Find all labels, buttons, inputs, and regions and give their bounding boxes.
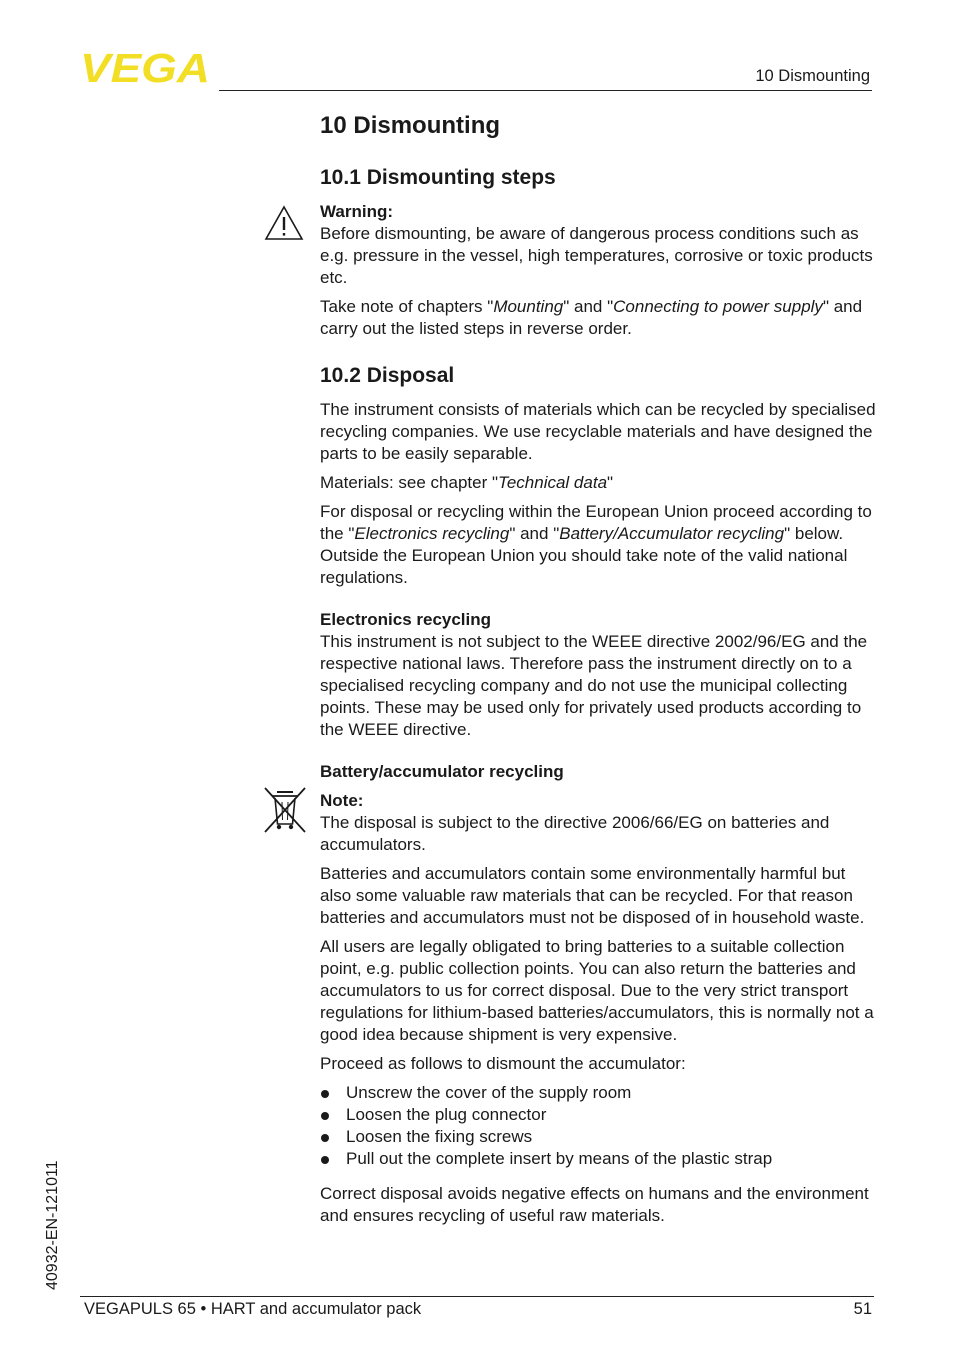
note-text: The disposal is subject to the directive 2006/66/EG on batteries and accumulators. bbox=[320, 813, 830, 854]
page-title: 10 Dismounting bbox=[320, 112, 501, 139]
dismount-steps-list bbox=[320, 1082, 876, 1170]
crossed-out-bin-icon bbox=[262, 786, 308, 834]
list-item: Loosen the fixing screws bbox=[320, 1126, 876, 1148]
vega-logo-text: VEGA bbox=[80, 50, 210, 84]
header-section-label: 10 Dismounting bbox=[755, 67, 870, 85]
battery-recycling-heading: Battery/accumulator recycling bbox=[320, 762, 564, 781]
closing-text: Correct disposal avoids negative effects on humans and the environment and ensures recycling of useful raw materials. bbox=[320, 1184, 869, 1225]
chapter-ref-connecting: Connecting to power supply bbox=[613, 297, 823, 316]
materials-reference: Materials: see chapter "Technical data" bbox=[320, 473, 614, 492]
ref-battery-recycling: Battery/Accumulator recycling bbox=[559, 524, 785, 543]
dismount-instructions: Take note of chapters "Mounting" and "Connecting to power supply" and carry out the listed steps in reverse order. bbox=[320, 297, 863, 338]
main-content bbox=[320, 110, 876, 1234]
footer-product: VEGAPULS 65 • HART and accumulator pack bbox=[84, 1300, 422, 1318]
electronics-recycling-text: This instrument is not subject to the WEEE directive 2002/96/EG and the respective national laws. Therefore pass the instrument directly on to a specialised recycling company and do not use the municipal collecting points. These may be used only for privately used products according to the WEEE directive. bbox=[320, 632, 868, 739]
page-number: 51 bbox=[853, 1300, 872, 1318]
chapter-ref-mounting: Mounting bbox=[493, 297, 564, 316]
batteries-info: Batteries and accumulators contain some environmentally harmful but also some valuable raw materials that can be recycled. For that reason batteries and accumulators must not be disposed of in household waste. bbox=[320, 864, 865, 927]
eu-disposal-text: For disposal or recycling within the European Union proceed according to the "Electronics recycling" and "Battery/Accumulator recycling" below. Outside the European Union you should take note of the valid national regulations. bbox=[320, 502, 872, 587]
collection-obligation: All users are legally obligated to bring batteries to a suitable collection point, e.g. public collection points. You can also return the batteries and accumulators to us for correct disposal. Due to the very strict transport regulations for lithium-based batteries/accumulators, this is normally not a good idea because shipment is very expensive. bbox=[320, 937, 874, 1044]
dismount-accumulator-intro: Proceed as follows to dismount the accumulator: bbox=[320, 1054, 686, 1073]
disposal-intro: The instrument consists of materials which can be recycled by specialised recycling companies. We use recyclable materials and have designed the parts to be easily separable. bbox=[320, 400, 876, 463]
warning-block bbox=[320, 201, 876, 289]
warning-triangle-icon bbox=[264, 205, 304, 241]
header-divider bbox=[219, 90, 872, 91]
document-number: 40932-EN-121011 bbox=[44, 1160, 61, 1290]
footer-divider bbox=[80, 1296, 874, 1297]
list-item: Pull out the complete insert by means of the plastic strap bbox=[320, 1148, 876, 1170]
electronics-recycling-heading: Electronics recycling bbox=[320, 610, 492, 629]
warning-text: Before dismounting, be aware of dangerous process conditions such as e.g. pressure in the vessel, high temperatures, corrosive or toxic products etc. bbox=[320, 224, 873, 287]
note-block bbox=[320, 790, 876, 856]
vega-logo bbox=[80, 50, 212, 84]
chapter-ref-technical-data: Technical data bbox=[498, 473, 608, 492]
list-item: Loosen the plug connector bbox=[320, 1104, 876, 1126]
list-item: Unscrew the cover of the supply room bbox=[320, 1082, 876, 1104]
ref-electronics-recycling: Electronics recycling bbox=[354, 524, 510, 543]
section-heading-disposal: 10.2 Disposal bbox=[320, 364, 455, 387]
warning-label: Warning: bbox=[320, 202, 394, 221]
section-heading-dismounting-steps: 10.1 Dismounting steps bbox=[320, 166, 556, 189]
note-label: Note: bbox=[320, 791, 364, 810]
